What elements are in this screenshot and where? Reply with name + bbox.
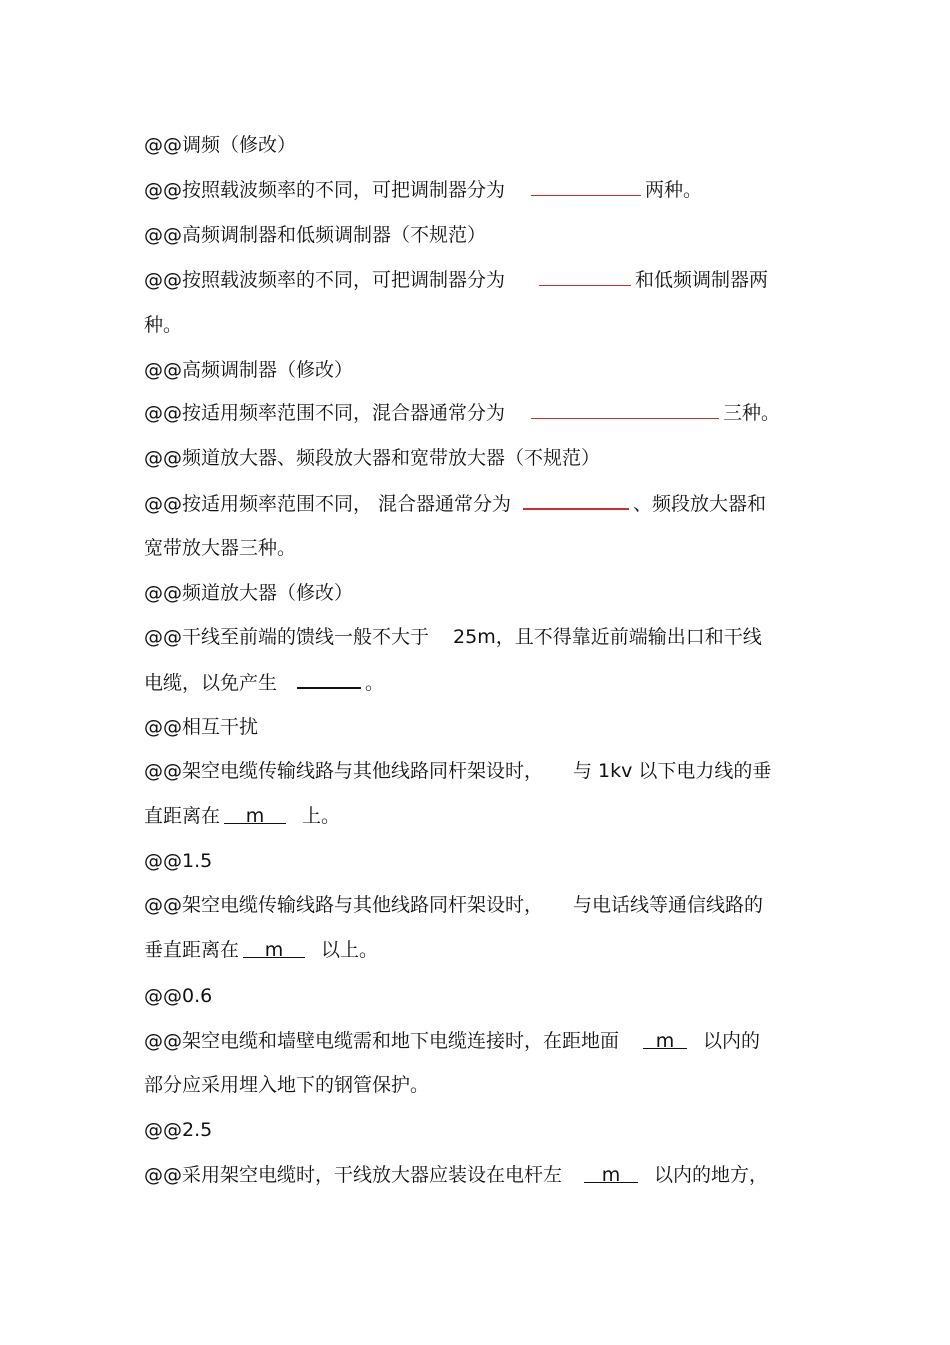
text: 以内的地方， — [654, 1164, 769, 1186]
question-line-cont — [144, 935, 814, 965]
text: 部分应采用埋入地下的钢管保护。 — [144, 1074, 430, 1096]
text: @@调频（修改） — [144, 134, 297, 156]
fill-blank: m — [224, 803, 286, 824]
text: @@按适用频率范围不同， 混合器通常分为 — [144, 493, 512, 515]
fill-blank: m — [584, 1162, 638, 1183]
question-line — [144, 1026, 814, 1056]
text: 且不得靠近前端输出口和干线 — [514, 626, 762, 648]
fill-blank — [297, 667, 361, 689]
text: @@架空电缆传输线路与其他线路同杆架设时， — [144, 760, 544, 782]
fill-blank — [523, 488, 629, 510]
text: 垂直距离在 — [144, 939, 240, 961]
answer-line — [144, 846, 814, 876]
text: 宽带放大器三种。 — [144, 537, 297, 559]
answer-line — [144, 130, 814, 160]
text: @@干线至前端的馈线一般不大于 — [144, 626, 430, 648]
fill-blank — [531, 398, 719, 419]
text: 以上。 — [321, 939, 379, 961]
text: 25m， — [453, 626, 515, 648]
text: @@按照载波频率的不同，可把调制器分为 — [144, 179, 506, 201]
question-line — [144, 265, 814, 295]
text: @@2.5 — [144, 1119, 213, 1141]
question-line — [144, 890, 814, 920]
question-line — [144, 1160, 814, 1190]
answer-line — [144, 355, 814, 385]
question-line — [144, 756, 814, 786]
text: 与电话线等通信线路的 — [573, 894, 764, 916]
text: 、频段放大器和 — [633, 493, 767, 515]
answer-line — [144, 1115, 814, 1145]
text: 上。 — [302, 805, 341, 827]
question-line — [144, 622, 814, 652]
text: @@架空电缆传输线路与其他线路同杆架设时， — [144, 894, 544, 916]
question-line-cont — [144, 533, 814, 563]
text: @@采用架空电缆时，干线放大器应装设在电杆左 — [144, 1164, 563, 1186]
fill-blank — [539, 265, 631, 286]
answer-line — [144, 712, 814, 742]
text: 两种。 — [645, 179, 703, 201]
text: @@高频调制器和低频调制器（不规范） — [144, 224, 487, 246]
question-line-cont — [144, 310, 814, 340]
question-line — [144, 175, 814, 205]
fill-blank: m — [643, 1028, 687, 1049]
fill-blank — [531, 175, 641, 196]
answer-line — [144, 578, 814, 608]
text: 以内的 — [703, 1030, 761, 1052]
text: 直距离在 — [144, 805, 221, 827]
text: @@0.6 — [144, 985, 213, 1007]
fill-blank: m — [243, 937, 305, 958]
answer-line — [144, 443, 814, 473]
answer-line — [144, 981, 814, 1011]
text: @@相互干扰 — [144, 716, 259, 738]
text: @@架空电缆和墙壁电缆需和地下电缆连接时，在距地面 — [144, 1030, 620, 1052]
question-line — [144, 488, 814, 518]
question-line-cont — [144, 801, 814, 831]
text: @@频道放大器、频段放大器和宽带放大器（不规范） — [144, 447, 601, 469]
text: 三种。 — [723, 402, 781, 424]
question-line — [144, 398, 814, 428]
text: 种。 — [144, 314, 183, 336]
text: @@按照载波频率的不同，可把调制器分为 — [144, 269, 506, 291]
question-line-cont — [144, 1070, 814, 1100]
question-line-cont — [144, 667, 814, 697]
text: 。 — [365, 672, 385, 694]
text: 和低频调制器两 — [635, 269, 769, 291]
answer-line — [144, 220, 814, 250]
text: @@频道放大器（修改） — [144, 582, 354, 604]
text: @@1.5 — [144, 850, 213, 872]
text: 与 1kv 以下电力线的垂 — [573, 760, 772, 782]
text: @@按适用频率范围不同，混合器通常分为 — [144, 402, 506, 424]
text: @@高频调制器（修改） — [144, 359, 354, 381]
text: 电缆，以免产生 — [144, 672, 278, 694]
